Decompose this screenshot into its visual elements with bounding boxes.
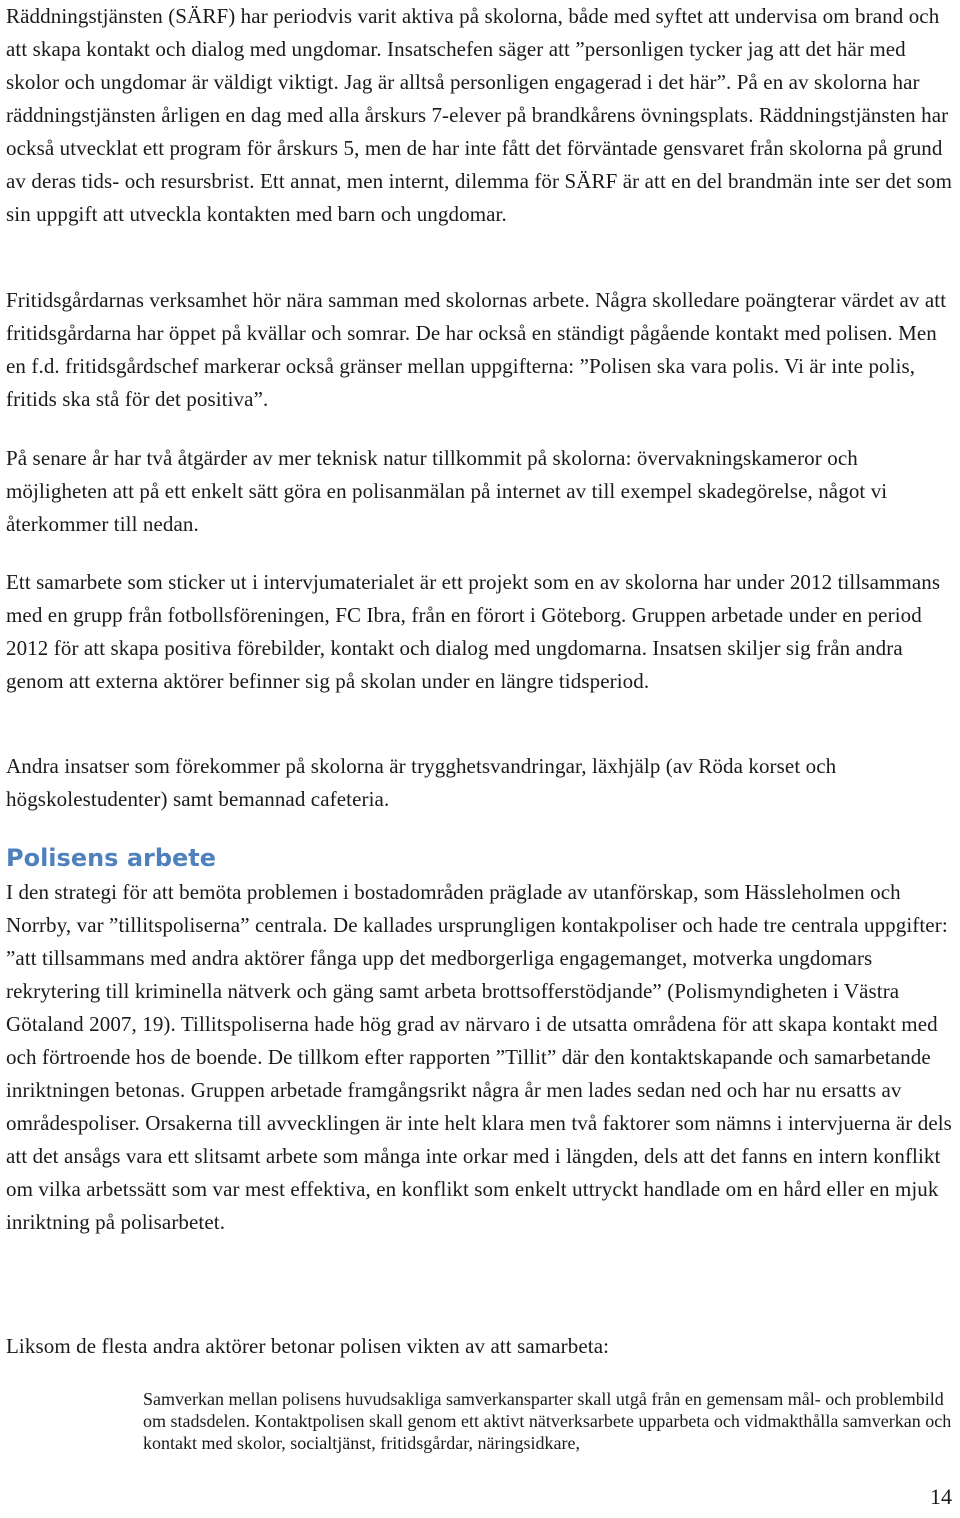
page-number: 14 — [930, 1484, 952, 1509]
block-quote: Samverkan mellan polisens huvudsakliga samverkansparter skall utgå från en gemensam mål- och problembild om stadsdelen. Kontaktpolisen skall genom ett aktivt nätverksarbete upparbeta och vidmakthålla samverkan och kontakt med skolor, socialtjänst, fritidsgårdar, näringsidkare, — [143, 1389, 952, 1453]
paragraph-youth-centres: Fritidsgårdarnas verksamhet hör nära samman med skolornas arbete. Några skolledare poängterar värdet av att fritidsgårdarna har öppet på kvällar och somrar. De har också en ständigt pågående kontakt med polisen. Men en f.d. fritidsgårdschef markerar också gränser mellan uppgifterna: ”Polisen ska vara polis. Vi är inte polis, fritids ska stå för det positiva”. — [6, 288, 947, 411]
paragraph-cooperation-intro: Liksom de flesta andra aktörer betonar polisen vikten av att samarbeta: — [6, 1334, 610, 1358]
paragraph-trust-police: I den strategi för att bemöta problemen i bostadområden präglade av utanförskap, som Hässleholmen och Norrby, var ”tillitspoliserna” centrala. De kallades ursprungligen kontakpoliser och hade tre centrala uppgifter: ”att tillsammans med andra aktörer fånga upp det medborgerliga engagemanget, motverka ungdomars rekrytering till kriminella nätverk och gäng samt arbeta brottsofferstödjande” (Polismyndigheten i Västra Götaland 2007, 19). Tillitspoliserna hade hög grad av närvaro i de utsatta områdena för att skapa kontakt med och förtroende hos de boende. De tillkom efter rapporten ”Tillit” där den kontaktskapande och samarbetande inriktningen betonas. Gruppen arbetade framgångsrikt några år men lades sedan ned och har nu ersatts av områdespoliser. Orsakerna till avvecklingen är inte helt klara men två faktorer som nämns i intervjuerna är dels att det ansågs vara ett slitsamt arbete som många inte orkar med i längden, dels att det fanns en intern konflikt om vilka arbetssätt som var mest effektiva, en konflikt som enkelt uttryckt handlade om en hård eller en mjuk inriktning på polisarbetet. — [6, 880, 952, 1234]
section-heading: Polisens arbete — [6, 844, 217, 872]
paragraph-technical-measures: På senare år har två åtgärder av mer teknisk natur tillkommit på skolorna: övervakningskameror och möjligheten att på ett enkelt sätt göra en polisanmälan på internet av till exempel skadegörelse, något vi återkommer till nedan. — [6, 446, 888, 536]
paragraph-fc-ibra-project: Ett samarbete som sticker ut i intervjumaterialet är ett projekt som en av skolorna har under 2012 tillsammans med en grupp från fotbollsföreningen, FC Ibra, från en förort i Göteborg. Gruppen arbetade under en period 2012 för att skapa positiva förebilder, kontakt och dialog med ungdomarna. Insatsen skiljer sig från andra genom att externa aktörer befinner sig på skolan under en längre tidsperiod. — [6, 570, 941, 693]
paragraph-rescue-service: Räddningstjänsten (SÄRF) har periodvis varit aktiva på skolorna, både med syftet att undervisa om brand och att skapa kontakt och dialog med ungdomar. Insatschefen säger att ”personligen tycker jag att det här med skolor och ungdomar är väldigt viktigt. Jag är alltså personligen engagerad i det här”. På en av skolorna har räddningstjänsten årligen en dag med alla årskurs 7-elever på brandkårens övningsplats. Räddningstjänsten har också utvecklat ett program för årskurs 5, men de har inte fått det förväntade gensvaret från skolorna på grund av deras tids- och resursbrist. Ett annat, men internt, dilemma för SÄRF är att en del brandmän inte ser det som sin uppgift att utveckla kontakten med barn och ungdomar. — [6, 4, 953, 226]
paragraph-other-measures: Andra insatser som förekommer på skolorna är trygghetsvandringar, läxhjälp (av Röda korset och högskolestudenter) samt bemannad cafeteria. — [6, 754, 837, 811]
